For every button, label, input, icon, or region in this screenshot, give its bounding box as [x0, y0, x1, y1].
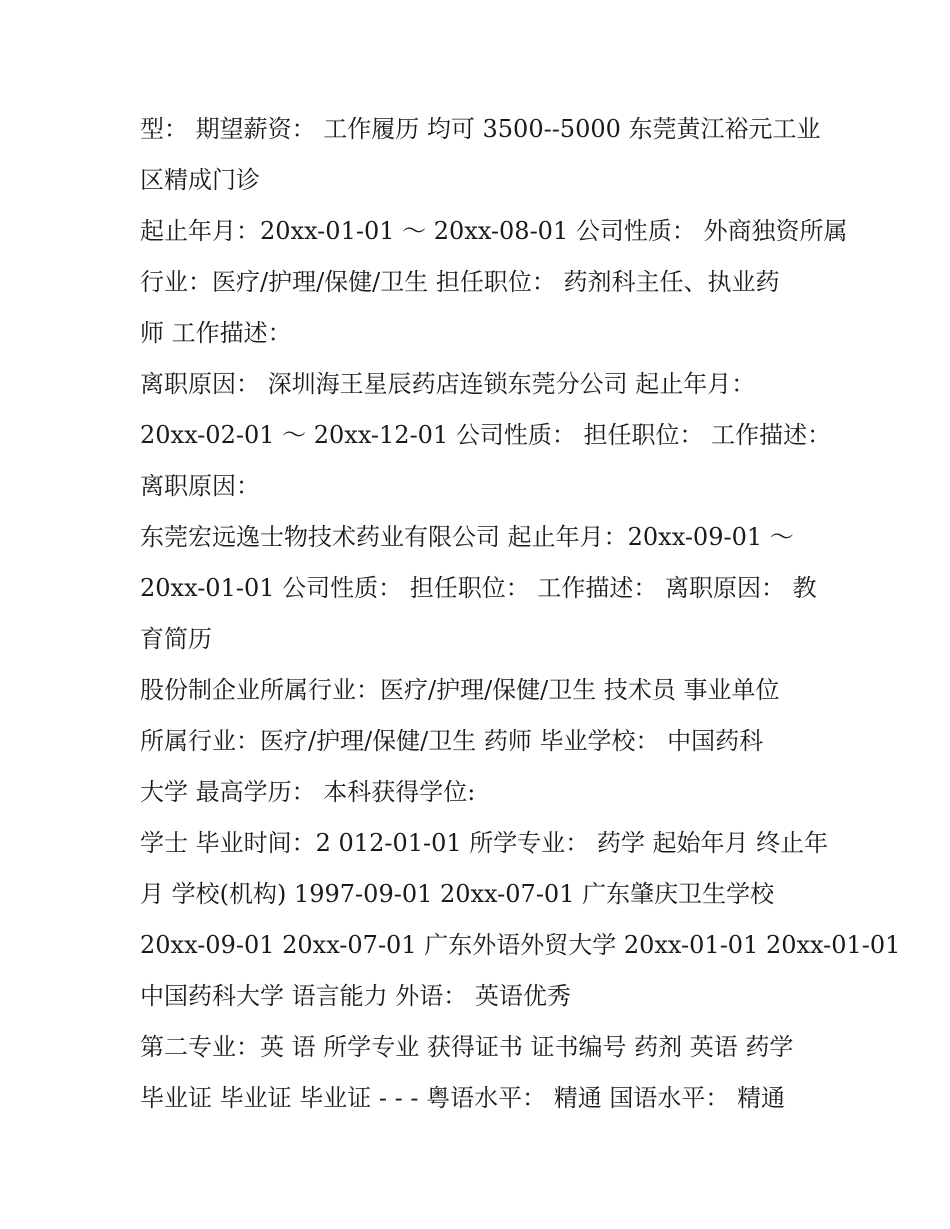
text-line: 行业：医疗/护理/保健/卫生 担任职位： 药剂科主任、执业药 — [140, 268, 780, 296]
text-line: 区精成门诊 — [140, 166, 260, 194]
text-line: 育简历 — [140, 625, 212, 653]
text-line: 中国药科大学 语言能力 外语： 英语优秀 — [140, 982, 571, 1010]
text-line: 毕业证 毕业证 毕业证 - - - 粤语水平： 精通 国语水平： 精通 — [140, 1084, 785, 1112]
text-line: 股份制企业所属行业：医疗/护理/保健/卫生 技术员 事业单位 — [140, 676, 780, 704]
text-line: 20xx-09-01 20xx-07-01 广东外语外贸大学 20xx-01-01 20xx-01-01 — [140, 931, 901, 959]
text-line: 月 学校(机构) 1997-09-01 20xx-07-01 广东肇庆卫生学校 — [140, 880, 775, 908]
text-line: 第二专业：英 语 所学专业 获得证书 证书编号 药剂 英语 药学 — [140, 1033, 794, 1061]
text-line: 所属行业：医疗/护理/保健/卫生 药师 毕业学校： 中国药科 — [140, 727, 764, 755]
text-line: 离职原因： 深圳海王星辰药店连锁东莞分公司 起止年月： — [140, 370, 756, 398]
text-line: 离职原因： — [140, 472, 260, 500]
text-line: 师 工作描述： — [140, 319, 292, 347]
text-line: 20xx-01-01 公司性质： 担任职位： 工作描述： 离职原因： 教 — [140, 574, 817, 602]
text-line: 东莞宏远逸士物技术药业有限公司 起止年月：20xx-09-01 ～ — [140, 523, 794, 551]
text-line: 起止年月：20xx-01-01 ～ 20xx-08-01 公司性质： 外商独资所属 — [140, 217, 848, 245]
text-line: 型： 期望薪资： 工作履历 均可 3500--5000 东莞黄江裕元工业 — [140, 115, 821, 143]
text-line: 学士 毕业时间：2 012-01-01 所学专业： 药学 起始年月 终止年 — [140, 829, 829, 857]
resume-text-block — [140, 104, 901, 1124]
text-line: 20xx-02-01 ～ 20xx-12-01 公司性质： 担任职位： 工作描述： — [140, 421, 832, 449]
text-line: 大学 最高学历： 本科获得学位: — [140, 778, 476, 806]
